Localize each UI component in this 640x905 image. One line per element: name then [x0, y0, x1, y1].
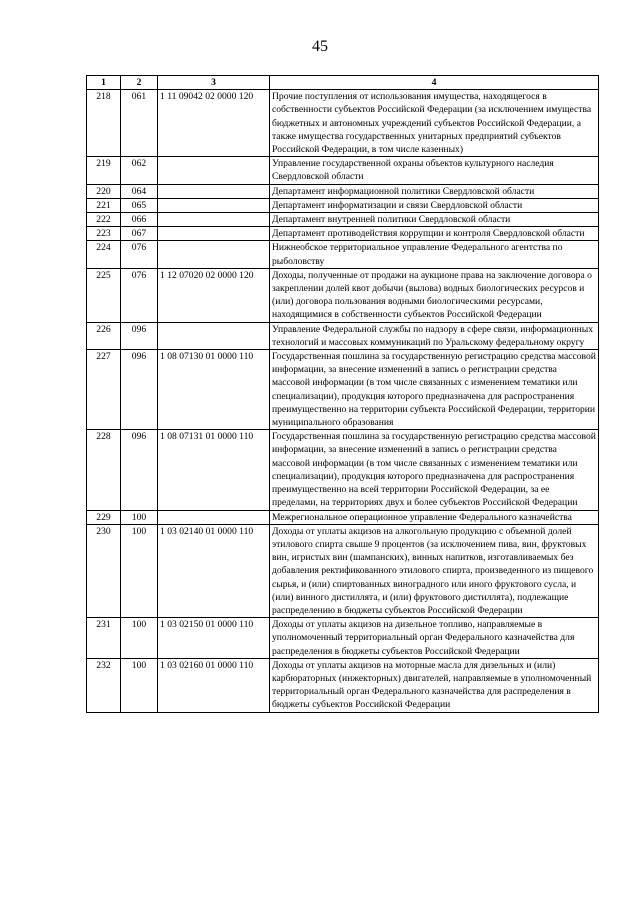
table-body [87, 90, 599, 712]
revenue-name: Доходы, полученные от продажи на аукционе права на заключение договора о закреплении долей квот добычи (вылова) водных биологических ресурсов и (или) договора пользования водными биологическими ресурсами, находящимися в собственности субъектов Российской Федерации [270, 268, 599, 322]
revenue-name: Департамент информационной политики Свердловской области [270, 184, 599, 198]
table-row [87, 213, 599, 227]
table-row [87, 157, 599, 184]
budget-code [158, 213, 270, 227]
row-number: 228 [87, 430, 121, 510]
row-number: 227 [87, 350, 121, 430]
revenue-name: Государственная пошлина за государственную регистрацию средства массовой информации, за внесение изменений в запись о регистрации средства массовой информации (в том числе связанных с изменением тематики или специализации), продукция которого предназначена для распространения преимущественно на территории субъекта Российской Федерации, территории муниципального образования [270, 350, 599, 430]
row-number: 221 [87, 198, 121, 212]
row-number: 223 [87, 227, 121, 241]
budget-code [158, 241, 270, 268]
row-number: 232 [87, 658, 121, 712]
row-number: 229 [87, 510, 121, 524]
table-row [87, 524, 599, 617]
table-row [87, 241, 599, 268]
row-number: 231 [87, 618, 121, 659]
row-number: 226 [87, 322, 121, 349]
admin-code: 061 [121, 90, 158, 157]
budget-code: 1 03 02150 01 0000 110 [158, 618, 270, 659]
revenue-name: Межрегиональное операционное управление Федерального казначейства [270, 510, 599, 524]
table-row [87, 350, 599, 430]
row-number: 224 [87, 241, 121, 268]
budget-code [158, 157, 270, 184]
revenue-name: Прочие поступления от использования имущества, находящегося в собственности субъектов Российской Федерации (за исключением имущества бюджетных и автономных учреждений субъектов Российской Федерации, а также имущества государственных унитарных предприятий субъектов Российской Федерации, в том числе казенных) [270, 90, 599, 157]
revenue-name: Департамент информатизации и связи Свердловской области [270, 198, 599, 212]
revenue-name: Управление государственной охраны объектов культурного наследия Свердловской области [270, 157, 599, 184]
table-row [87, 322, 599, 349]
column-header: 3 [158, 76, 270, 90]
budget-code: 1 03 02140 01 0000 110 [158, 524, 270, 617]
table-row [87, 510, 599, 524]
budget-code: 1 03 02160 01 0000 110 [158, 658, 270, 712]
budget-code [158, 322, 270, 349]
table-row [87, 658, 599, 712]
budget-code: 1 08 07130 01 0000 110 [158, 350, 270, 430]
admin-code: 096 [121, 322, 158, 349]
budget-code [158, 198, 270, 212]
budget-code: 1 08 07131 01 0000 110 [158, 430, 270, 510]
admin-code: 065 [121, 198, 158, 212]
revenue-name: Доходы от уплаты акцизов на дизельное топливо, направляемые в уполномоченный территориальный орган Федерального казначейства для распределения в бюджеты субъектов Российской Федерации [270, 618, 599, 659]
row-number: 230 [87, 524, 121, 617]
admin-code: 064 [121, 184, 158, 198]
row-number: 225 [87, 268, 121, 322]
row-number: 220 [87, 184, 121, 198]
admin-code: 100 [121, 524, 158, 617]
revenue-name: Доходы от уплаты акцизов на алкогольную продукцию с объемной долей этилового спирта свыше 9 процентов (за исключением пива, вин, фруктовых вин, игристых вин (шампанских), винных напитков, изготавливаемых без добавления ректификованного этилового спирта, произведенного из пищевого сырья, и (или) спиртованных виноградного или иного фруктового сусла, и (или) винного дистиллята, и (или) фруктового дистиллята), подлежащие распределению в бюджеты субъектов Российской Федерации [270, 524, 599, 617]
budget-code [158, 184, 270, 198]
table-row [87, 430, 599, 510]
budget-code [158, 227, 270, 241]
admin-code: 096 [121, 430, 158, 510]
revenue-name: Государственная пошлина за государственную регистрацию средства массовой информации, за внесение изменений в запись о регистрации средства массовой информации (в том числе связанных с изменением тематики или специализации), продукция которого предназначена для распространения преимущественно на всей территории Российской Федерации, за ее пределами, на территориях двух и более субъектов Российской Федерации [270, 430, 599, 510]
row-number: 219 [87, 157, 121, 184]
admin-code: 076 [121, 241, 158, 268]
table-row [87, 268, 599, 322]
row-number: 218 [87, 90, 121, 157]
revenue-name: Управление Федеральной службы по надзору в сфере связи, информационных технологий и массовых коммуникаций по Уральскому федеральному округу [270, 322, 599, 349]
revenue-table [86, 75, 599, 713]
admin-code: 096 [121, 350, 158, 430]
admin-code: 062 [121, 157, 158, 184]
table-row [87, 184, 599, 198]
admin-code: 067 [121, 227, 158, 241]
column-header: 4 [270, 76, 599, 90]
admin-code: 076 [121, 268, 158, 322]
revenue-name: Нижнеобское территориальное управление Федерального агентства по рыболовству [270, 241, 599, 268]
table-row [87, 198, 599, 212]
table-row [87, 618, 599, 659]
admin-code: 100 [121, 618, 158, 659]
column-header: 2 [121, 76, 158, 90]
admin-code: 066 [121, 213, 158, 227]
table-header-row [87, 76, 599, 90]
table-row [87, 227, 599, 241]
budget-code: 1 11 09042 02 0000 120 [158, 90, 270, 157]
revenue-name: Департамент противодействия коррупции и контроля Свердловской области [270, 227, 599, 241]
revenue-name: Департамент внутренней политики Свердловской области [270, 213, 599, 227]
revenue-name: Доходы от уплаты акцизов на моторные масла для дизельных и (или) карбюраторных (инжекторных) двигателей, направляемые в уполномоченный территориальный орган Федерального казначейства для распределения в бюджеты субъектов Российской Федерации [270, 658, 599, 712]
row-number: 222 [87, 213, 121, 227]
admin-code: 100 [121, 658, 158, 712]
column-header: 1 [87, 76, 121, 90]
budget-code: 1 12 07020 02 0000 120 [158, 268, 270, 322]
page-number: 45 [312, 38, 328, 55]
budget-code [158, 510, 270, 524]
admin-code: 100 [121, 510, 158, 524]
table-row [87, 90, 599, 157]
